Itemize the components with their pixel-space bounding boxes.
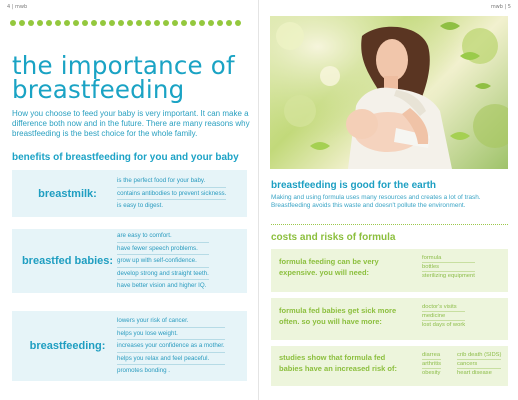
cost-question-line: studies show that formula fed xyxy=(279,353,386,362)
benefit-item: have fewer speech problems. xyxy=(117,243,209,256)
section-divider xyxy=(271,224,508,225)
dot xyxy=(181,20,187,26)
cost-item: cancers xyxy=(457,360,501,369)
benefit-label: breastfeeding: xyxy=(29,340,106,352)
mother-baby-photo xyxy=(270,16,508,169)
dot xyxy=(100,20,106,26)
benefit-list xyxy=(117,230,209,292)
page-gutter xyxy=(258,0,259,400)
dot xyxy=(55,20,61,26)
cost-item: obesity xyxy=(422,370,441,377)
cost-question-line: expensive. you will need: xyxy=(279,267,370,277)
dot xyxy=(235,20,241,26)
dot xyxy=(163,20,169,26)
benefit-item: promotes bonding . xyxy=(117,367,170,375)
benefit-item: increases your confidence as a mother. xyxy=(117,340,225,353)
cost-item: crib death (SIDS) xyxy=(457,351,501,360)
cost-item: lost days of work xyxy=(422,322,466,329)
dot xyxy=(118,20,124,26)
page-folio-left: 4 | mwb xyxy=(7,4,28,10)
dot xyxy=(145,20,151,26)
benefit-item: helps you relax and feel peaceful. xyxy=(117,353,225,366)
title-line-2: breastfeeding xyxy=(12,75,185,105)
benefit-box-babies xyxy=(12,229,247,293)
cost-item: medicine xyxy=(422,312,465,321)
cost-question-line: babies have an increased risk of: xyxy=(279,363,397,373)
photo-illustration xyxy=(270,16,508,169)
benefit-label: breastfed babies: xyxy=(21,255,114,267)
dot xyxy=(199,20,205,26)
cost-item: formula xyxy=(422,254,475,263)
dot xyxy=(190,20,196,26)
benefit-item: grow up with self-confidence. xyxy=(117,255,209,268)
dot xyxy=(46,20,52,26)
earth-paragraph: Making and using formula uses many resources and creates a lot of trash. Breastfeeding avoids this waste and doesn't pollute the environment. xyxy=(271,194,481,210)
costs-heading: costs and risks of formula xyxy=(271,232,396,243)
benefit-label: breastmilk: xyxy=(38,187,97,200)
cost-list xyxy=(422,303,465,330)
cost-item: diarrea xyxy=(422,351,441,360)
dot xyxy=(136,20,142,26)
benefit-item: contains antibodies to prevent sickness. xyxy=(117,188,226,201)
cost-list xyxy=(422,351,441,378)
benefit-list xyxy=(117,175,226,212)
intro-paragraph: How you choose to feed your baby is very important. It can make a difference both now and in the future. There are many reasons why breastfeeding is the best choice for the whole family. xyxy=(12,109,250,139)
cost-list xyxy=(422,254,475,281)
benefit-item: have better vision and higher IQ. xyxy=(117,282,207,290)
cost-question xyxy=(279,306,396,327)
benefit-item: helps you lose weight. xyxy=(117,328,225,341)
dot xyxy=(73,20,79,26)
cost-box-expense xyxy=(271,249,508,292)
dot xyxy=(127,20,133,26)
cost-list-secondary xyxy=(457,351,501,378)
dot xyxy=(208,20,214,26)
dot xyxy=(154,20,160,26)
dot xyxy=(217,20,223,26)
page-folio-right: mwb | 5 xyxy=(490,4,511,10)
benefit-item: is easy to digest. xyxy=(117,202,164,210)
dot xyxy=(37,20,43,26)
benefit-item: develop strong and straight teeth. xyxy=(117,268,209,281)
title-line-1: the importance of xyxy=(12,51,235,81)
benefit-item: lowers your risk of cancer. xyxy=(117,315,225,328)
cost-question-line: formula feeding can be very xyxy=(279,257,379,266)
benefit-item: are easy to comfort. xyxy=(117,230,209,243)
dot xyxy=(109,20,115,26)
benefits-heading: benefits of breastfeeding for you and your baby xyxy=(12,152,239,163)
dot xyxy=(226,20,232,26)
cost-question-line: often. so you will have more: xyxy=(279,316,382,326)
dot xyxy=(91,20,97,26)
cost-question xyxy=(279,353,397,374)
page-title xyxy=(12,51,252,105)
cost-item: arthritis xyxy=(422,360,441,369)
dot xyxy=(82,20,88,26)
benefit-item: is the perfect food for your baby. xyxy=(117,175,226,188)
dot xyxy=(28,20,34,26)
cost-item: doctor's visits xyxy=(422,303,465,312)
cost-item: heart disease xyxy=(457,370,492,377)
dot xyxy=(19,20,25,26)
cost-box-sickness xyxy=(271,298,508,340)
benefit-box-breastmilk xyxy=(12,170,247,217)
benefit-box-breastfeeding xyxy=(12,311,247,381)
cost-item: bottles xyxy=(422,263,475,272)
benefit-list xyxy=(117,315,225,377)
dot xyxy=(172,20,178,26)
cost-item: sterilizing equipment xyxy=(422,273,475,280)
dot xyxy=(64,20,70,26)
decorative-dots xyxy=(10,20,241,26)
earth-heading: breastfeeding is good for the earth xyxy=(271,180,437,191)
cost-question xyxy=(279,257,379,278)
dot xyxy=(10,20,16,26)
cost-question-line: formula fed babies get sick more xyxy=(279,306,397,315)
cost-box-risks xyxy=(271,346,508,386)
